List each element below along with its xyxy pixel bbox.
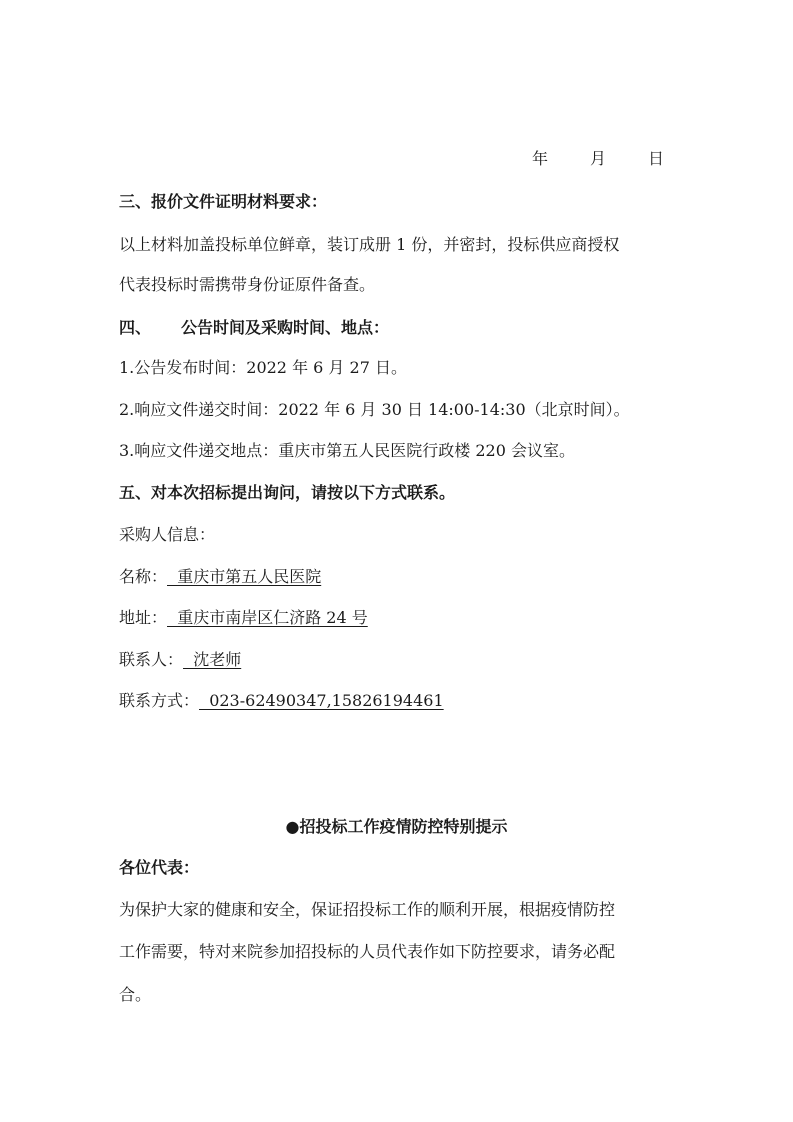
section4-item2: 2.响应文件递交时间：2022 年 6 月 30 日 14:00-14:30（北京时间）。 <box>119 400 630 419</box>
phone-row <box>119 690 444 712</box>
name-row <box>119 566 321 588</box>
phone-value: 023-62490347,15826194461 <box>199 691 444 710</box>
section3-line1: 以上材料加盖投标单位鲜章，装订成册 1 份，并密封，投标供应商授权 <box>119 235 620 254</box>
contact-row <box>119 649 241 671</box>
address-row <box>119 607 368 629</box>
notice-para-line3: 合。 <box>119 985 152 1004</box>
contact-value: 沈老师 <box>183 650 242 669</box>
section4-item3: 3.响应文件递交地点：重庆市第五人民医院行政楼 220 会议室。 <box>119 441 575 460</box>
notice-para-line2: 工作需要，特对来院参加招投标的人员代表作如下防控要求，请务必配 <box>119 942 616 961</box>
date-day: 日 <box>648 149 665 168</box>
section3-heading: 三、报价文件证明材料要求： <box>119 192 328 211</box>
contact-label: 联系人： <box>119 650 184 669</box>
date-line <box>532 148 664 170</box>
section4-heading-row <box>119 317 389 339</box>
date-year: 年 <box>532 149 549 168</box>
name-value: 重庆市第五人民医院 <box>167 567 322 586</box>
purchaser-label: 采购人信息： <box>119 525 216 544</box>
address-label: 地址： <box>119 608 168 627</box>
section4-item1: 1.公告发布时间：2022 年 6 月 27 日。 <box>119 358 407 377</box>
address-value: 重庆市南岸区仁济路 24 号 <box>167 608 368 627</box>
name-label: 名称： <box>119 567 168 586</box>
section4-heading: 公告时间及采购时间、地点： <box>181 318 390 337</box>
section3-line2: 代表投标时需携带身份证原件备查。 <box>119 275 376 294</box>
phone-label: 联系方式： <box>119 691 200 710</box>
section4-number: 四、 <box>119 318 152 337</box>
date-month: 月 <box>590 149 607 168</box>
notice-greeting: 各位代表： <box>119 858 200 877</box>
notice-title: ●招投标工作疫情防控特别提示 <box>285 817 508 836</box>
notice-para-line1: 为保护大家的健康和安全，保证招投标工作的顺利开展，根据疫情防控 <box>119 900 616 919</box>
section5-heading: 五、对本次招标提出询问，请按以下方式联系。 <box>119 483 456 502</box>
